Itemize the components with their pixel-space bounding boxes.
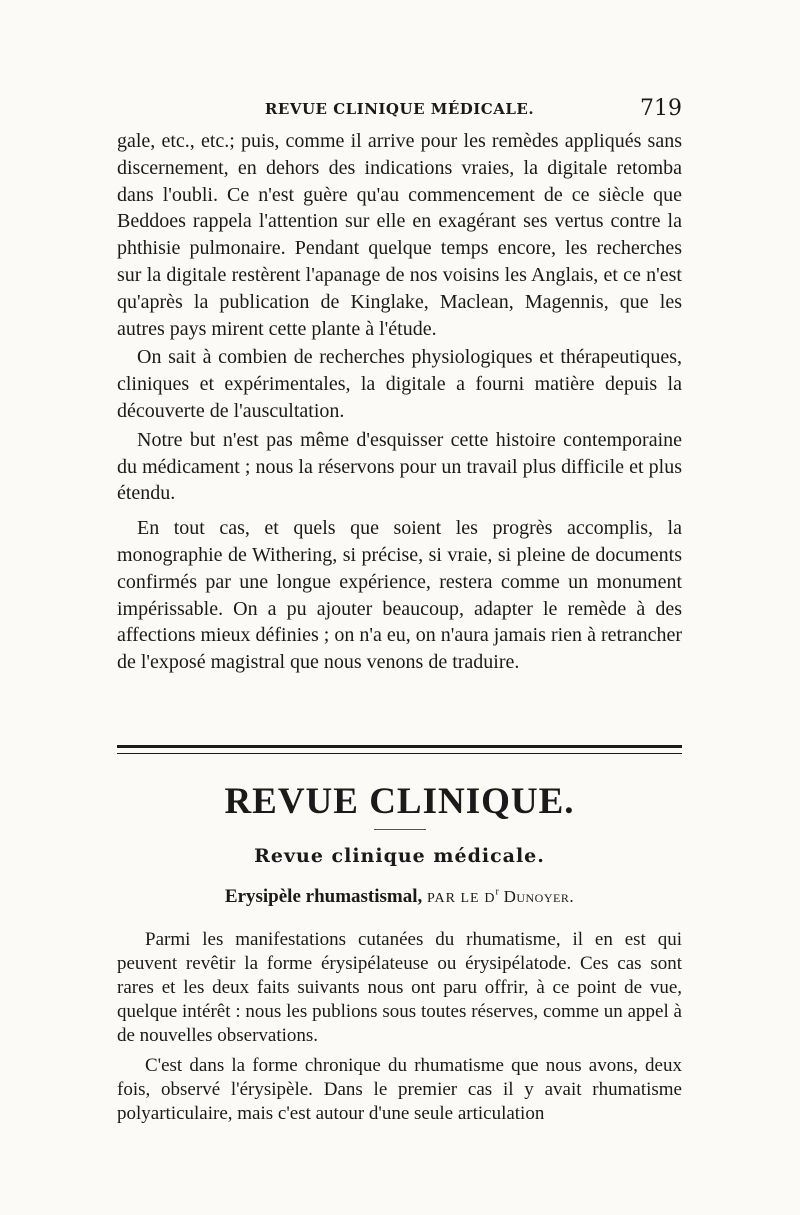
paragraph: En tout cas, et quels que soient les progrès accomplis, la monographie de Withering, si précise, si vraie, si pleine de documents confirmés par une longue expérience, restera comme un monument impérissable. On a pu ajouter beaucoup, adapter le remède à des affections mieux définies ; on n'a eu, on n'aura jamais rien à retrancher de l'exposé magistral que nous venons de traduire.	[117, 517, 682, 674]
paragraph: Parmi les manifestations cutanées du rhumatisme, il en est qui peuvent revêtir la forme érysipélateuse ou érysipélatode. Ces cas sont rares et les deux faits suivants nous ont paru offrir, à ce point de vue, quelque intérêt : nous les publions sous toutes réserves, comme un appel à de nouvelles observations.	[117, 929, 682, 1046]
article-byline: PAR LE	[427, 891, 480, 906]
article-title	[117, 886, 682, 908]
paragraph: gale, etc., etc.; puis, comme il arrive pour les remèdes appliqués sans discernement, en dehors des indications vraies, la digitale retomba dans l'oubli. Ce n'est guère qu'au commencement de ce siècle que Beddoes rappela l'attention sur elle en exagérant ses vertus contre la phthisie pulmonaire. Pendant quelque temps encore, les recherches sur la digitale restèrent l'apanage de nos voisins les Anglais, et ce n'est qu'après la publication de Kinglake, Maclean, Magennis, que les autres pays mirent cette plante à l'étude.	[117, 130, 682, 340]
section-title: REVUE CLINIQUE.	[224, 781, 575, 822]
upper-text-block	[117, 128, 682, 676]
article-doctor-abbrev: D	[484, 891, 496, 906]
lower-text-block	[117, 928, 682, 1126]
article-title-text: Erysipèle rhumastismal,	[224, 886, 423, 907]
article-doctor-sup: r	[495, 886, 499, 898]
subsection-title: Revue clinique médicale.	[254, 845, 545, 867]
running-title: REVUE CLINIQUE MÉDICALE.	[264, 100, 535, 118]
divider-thick-rule	[117, 745, 682, 748]
paragraph: On sait à combien de recherches physiologiques et thérapeutiques, cliniques et expérimentales, la digitale a fourni matière depuis la découverte de l'auscultation.	[117, 346, 682, 422]
article-author: Dunoyer.	[503, 887, 575, 906]
page-number: 719	[640, 96, 682, 121]
short-rule	[374, 829, 426, 830]
divider-thin-rule	[117, 753, 682, 754]
section-divider	[117, 745, 682, 754]
paragraph: Notre but n'est pas même d'esquisser cette histoire contemporaine du médicament ; nous la réservons pour un travail plus difficile et plus étendu.	[117, 428, 682, 505]
paragraph: C'est dans la forme chronique du rhumatisme que nous avons, deux fois, observé l'érysipèle. Dans le premier cas il y avait rhumatisme polyarticulaire, mais c'est autour d'une seule articulation	[117, 1055, 682, 1124]
running-head	[117, 96, 682, 126]
